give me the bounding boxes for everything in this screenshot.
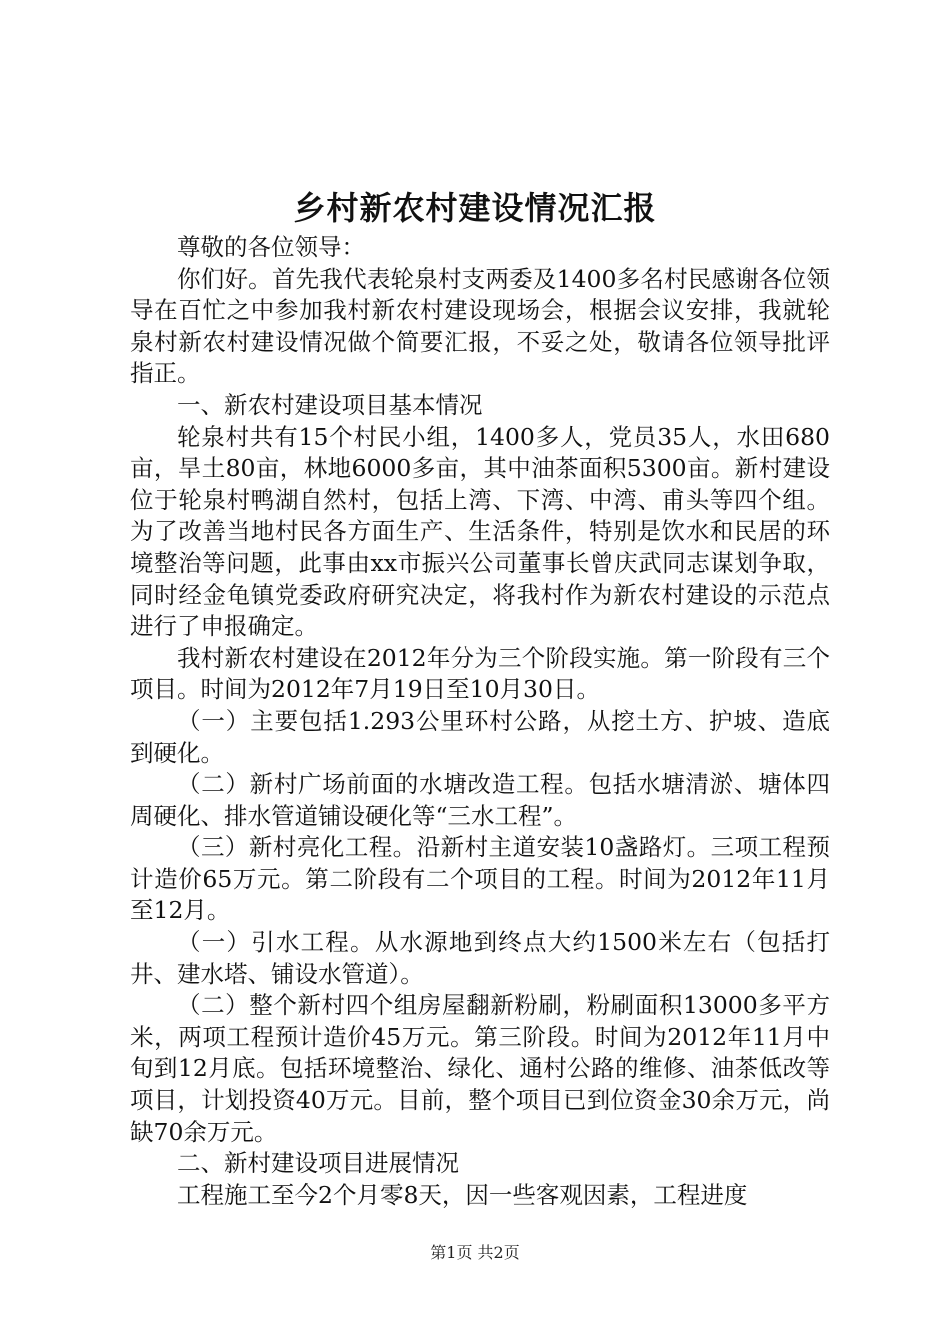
paragraph-greeting: 你们好。首先我代表轮泉村支两委及1400多名村民感谢各位领导在百忙之中参加我村新农村建设现场会，根据会议安排，我就轮泉村新农村建设情况做个简要汇报，不妥之处，敬请各位领导批评指正。 [130,264,830,388]
paragraph-phases: 我村新农村建设在2012年分为三个阶段实施。第一阶段有三个项目。时间为2012年7月19日至10月30日。 [130,643,830,704]
paragraph-village-overview: 轮泉村共有15个村民小组，1400多人，党员35人，水田680亩，旱土80亩，林地6000多亩，其中油茶面积5300亩。新村建设位于轮泉村鸭湖自然村，包括上湾、下湾、中湾、甫头等四个组。为了改善当地村民各方面生产、生活条件，特别是饮水和民居的环境整治等问题，此事由xx市振兴公司董事长曾庆武同志谋划争取，同时经金龟镇党委政府研究决定，将我村作为新农村建设的示范点进行了申报确定。 [130,422,830,641]
document-title: 乡村新农村建设情况汇报 [293,189,657,227]
paragraph-phase1-item3: （三）新村亮化工程。沿新村主道安装10盏路灯。三项工程预计造价65万元。第二阶段有二个项目的工程。时间为2012年11月至12月。 [130,833,830,925]
paragraph-salutation: 尊敬的各位领导： [177,233,365,261]
paragraph-phase2-item1: （一）引水工程。从水源地到终点大约1500米左右（包括打井、建水塔、铺设水管道）。 [130,928,830,988]
paragraph-progress: 工程施工至今2个月零8天，因一些客观因素，工程进度 [177,1180,748,1209]
page-footer: 第1页 共2页 [430,1243,520,1262]
document-body [130,232,830,1211]
section-heading-1: 一、新农村建设项目基本情况 [177,390,483,419]
paragraph-phase1-item1: （一）主要包括1.293公里环村公路，从挖土方、护坡、造底到硬化。 [130,706,830,767]
section-heading-2: 二、新村建设项目进展情况 [177,1149,459,1178]
paragraph-phase2-item2: （二）整个新村四个组房屋翻新粉刷，粉刷面积13000多平方米，两项工程预计造价45万元。第三阶段。时间为2012年11月中旬到12月底。包括环境整治、绿化、通村公路的维修、油茶低改等项目，计划投资40万元。目前，整个项目已到位资金30余万元，尚缺70余万元。 [130,991,830,1146]
paragraph-phase1-item2: （二）新村广场前面的水塘改造工程。包括水塘清淤、塘体四周硬化、排水管道铺设硬化等“三水工程”。 [130,770,830,830]
